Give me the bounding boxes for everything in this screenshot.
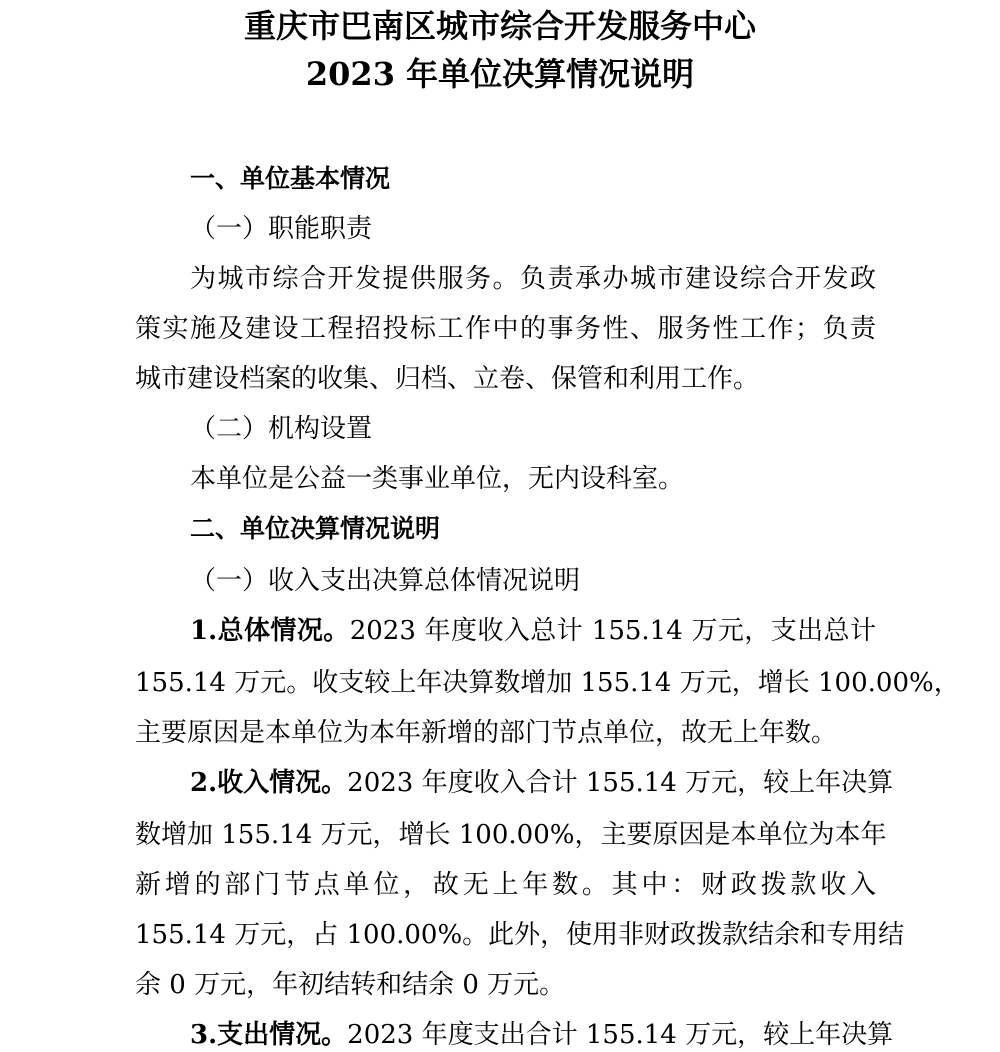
item-1-line-1-text: 2023 年度收入总计 155.14 万元，支出总计	[349, 616, 876, 646]
item-2-line-1-text: 2023 年度收入合计 155.14 万元，较上年决算	[347, 768, 894, 798]
item-3-line-1-text: 2023 年度支出合计 155.14 万元，较上年决算	[347, 1020, 894, 1050]
subsection-2-heading: （二）机构设置	[190, 414, 373, 444]
item-3-line-1	[190, 1018, 894, 1052]
item-1-label: 1.总体情况。	[190, 616, 350, 646]
paragraph-1-line-3: 城市建设档案的收集、归档、立卷、保管和利用工作。	[135, 364, 760, 394]
item-1-line-2: 155.14 万元。收支较上年决算数增加 155.14 万元，增长 100.00%，	[135, 668, 960, 698]
paragraph-1-line-1: 为城市综合开发提供服务。负责承办城市建设综合开发政	[190, 264, 876, 294]
document-title-line-2: 2023 年单位决算情况说明	[305, 55, 695, 93]
item-1-line-1	[190, 614, 876, 648]
subsection-1-heading: （一）职能职责	[190, 214, 373, 244]
item-2-line-3: 新增的部门节点单位，故无上年数。其中：财政拨款收入	[135, 870, 876, 900]
item-2-line-5: 余 0 万元，年初结转和结余 0 万元。	[135, 970, 566, 1000]
item-3-label: 3.支出情况。	[190, 1020, 348, 1050]
paragraph-2-line-1: 本单位是公益一类事业单位，无内设科室。	[190, 464, 685, 494]
item-2-line-4: 155.14 万元，占 100.00%。此外，使用非财政拨款结余和专用结	[135, 920, 905, 950]
item-2-line-2: 数增加 155.14 万元，增长 100.00%，主要原因是本单位为本年	[135, 820, 887, 850]
section-1-heading: 一、单位基本情况	[190, 164, 391, 193]
item-2-label: 2.收入情况。	[190, 768, 348, 798]
section-2-heading: 二、单位决算情况说明	[190, 514, 441, 543]
document-title-line-1: 重庆市巴南区城市综合开发服务中心	[243, 7, 756, 45]
item-2-line-1	[190, 766, 894, 800]
paragraph-1-line-2: 策实施及建设工程招投标工作中的事务性、服务性工作；负责	[135, 314, 876, 344]
item-1-line-3: 主要原因是本单位为本年新增的部门节点单位，故无上年数。	[135, 718, 838, 748]
subsection-3-heading: （一）收入支出决算总体情况说明	[190, 566, 581, 596]
